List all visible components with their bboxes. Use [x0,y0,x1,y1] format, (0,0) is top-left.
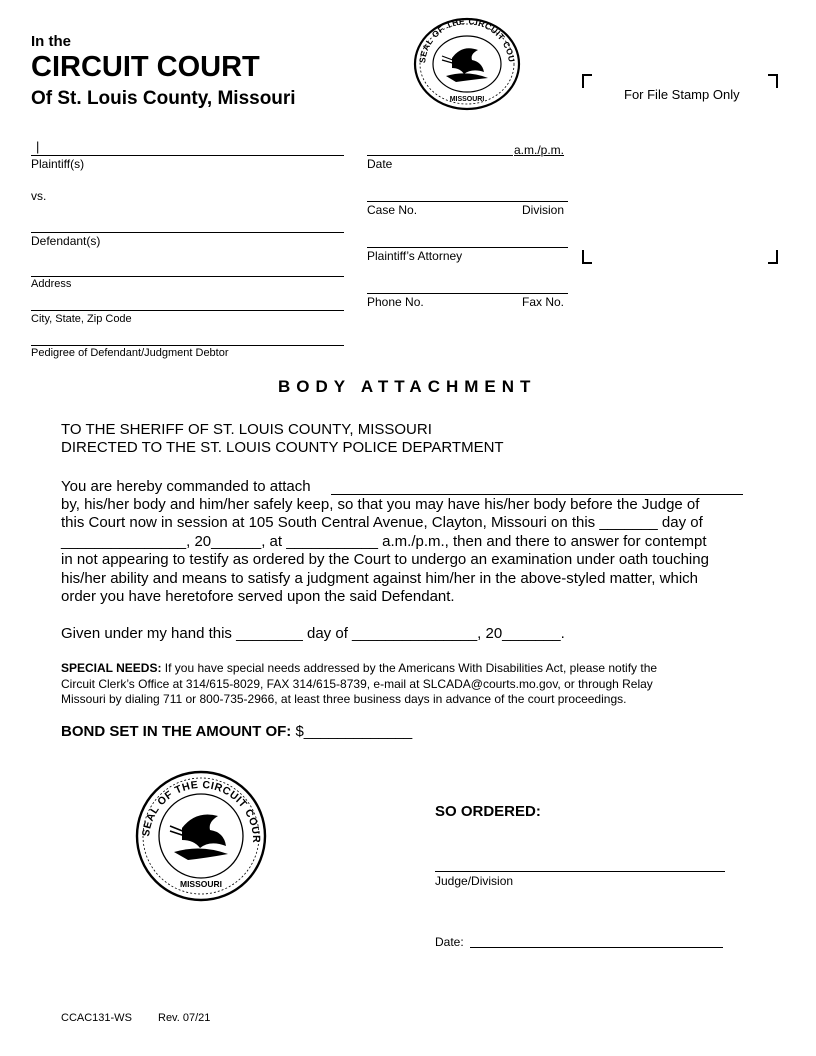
order-date-label: Date: [435,935,464,949]
pedigree-label: Pedigree of Defendant/Judgment Debtor [31,347,229,359]
ampm-label: a.m./p.m. [514,143,565,157]
special-needs-line-2: Circuit Clerk’s Office at 314/615-8029, FAX 314/615-8739, e-mail at SLCADA@courts.mo.gov, or through Relay [61,677,653,691]
body-line-5: in not appearing to testify as ordered by the Court to undergo an examination under oath touching [61,551,709,568]
to-police-line: DIRECTED TO THE ST. LOUIS COUNTY POLICE DEPARTMENT [61,439,504,456]
address-line[interactable] [31,276,344,277]
bond-amount[interactable]: $_____________ [291,723,413,740]
division-label: Division [522,203,565,217]
defendant-label: Defendant(s) [31,234,101,248]
document-title: BODY ATTACHMENT [278,377,537,396]
body-line-1: You are hereby commanded to attach [61,478,311,495]
court-title: CIRCUIT COURT [31,51,260,83]
city-label: City, State, Zip Code [31,313,132,325]
date-line[interactable] [367,155,513,156]
date-label: Date [367,157,393,171]
county-title: Of St. Louis County, Missouri [31,88,296,109]
body-line-6: his/her ability and means to satisfy a judgment against him/her in the above-styled matter, which [61,570,698,587]
judge-signature-line[interactable] [435,871,725,872]
attorney-label: Plaintiff’s Attorney [367,249,463,263]
special-needs-line-3: Missouri by dialing 711 or 800-735-2966, at least three business days in advance of the court proceedings. [61,692,627,706]
defendant-line[interactable] [31,232,344,233]
form-revision: Rev. 07/21 [158,1012,211,1024]
city-line[interactable] [31,310,344,311]
court-seal-top [412,16,522,111]
attach-name-line[interactable] [331,494,743,495]
special-needs-label: SPECIAL NEEDS: [61,661,162,675]
stamp-corner-bl [582,250,592,264]
case-line[interactable] [367,201,568,202]
address-label: Address [31,278,72,290]
plaintiff-label: Plaintiff(s) [31,157,85,171]
seal-bottom-text: MISSOURI [449,96,485,103]
seal-ring-text: SEAL OF THE CIRCUIT COU [417,16,517,64]
bond-label: BOND SET IN THE AMOUNT OF: [61,723,292,740]
stamp-corner-tl [582,74,592,88]
attorney-line[interactable] [367,247,568,248]
stamp-corner-br [768,250,778,264]
body-line-3: this Court now in session at 105 South Central Avenue, Clayton, Missouri on this _______ day of [61,514,703,531]
case-label: Case No. [367,203,418,217]
so-ordered-label: SO ORDERED: [435,803,541,820]
plaintiff-line [31,155,344,156]
phone-line[interactable] [367,293,568,294]
bond-line [61,723,412,740]
body-line-7: order you have heretofore served upon the said Defendant. [61,588,455,605]
body-line-4: _______________, 20______, at ___________ a.m./p.m., then and there to answer for contempt [61,533,707,550]
order-date-line[interactable] [470,947,723,948]
plaintiff-input[interactable]: | [36,139,40,154]
form-id: CCAC131-WS [61,1012,132,1024]
pedigree-line[interactable] [31,345,344,346]
fax-label: Fax No. [522,295,565,309]
given-line: Given under my hand this ________ day of _______________, 20_______. [61,625,565,642]
vs-label: vs. [31,189,47,203]
judge-label: Judge/Division [435,874,514,888]
in-the-label: In the [31,33,71,50]
file-stamp-label: For File Stamp Only [624,87,740,102]
seal-ring-text-bottom: SEAL OF THE CIRCUIT COUR [140,778,263,844]
body-line-2: by, his/her body and him/her safely keep, so that you may have his/her body before the Judge of [61,496,700,513]
special-needs-text-1: If you have special needs addressed by the Americans With Disabilities Act, please notify the [161,661,658,675]
to-sheriff-line: TO THE SHERIFF OF ST. LOUIS COUNTY, MISSOURI [61,421,432,438]
court-seal-bottom [134,770,268,902]
phone-label: Phone No. [367,295,424,309]
stamp-corner-tr [768,74,778,88]
seal-bottom-text-2: MISSOURI [179,879,223,889]
special-needs-line-1 [61,661,657,675]
